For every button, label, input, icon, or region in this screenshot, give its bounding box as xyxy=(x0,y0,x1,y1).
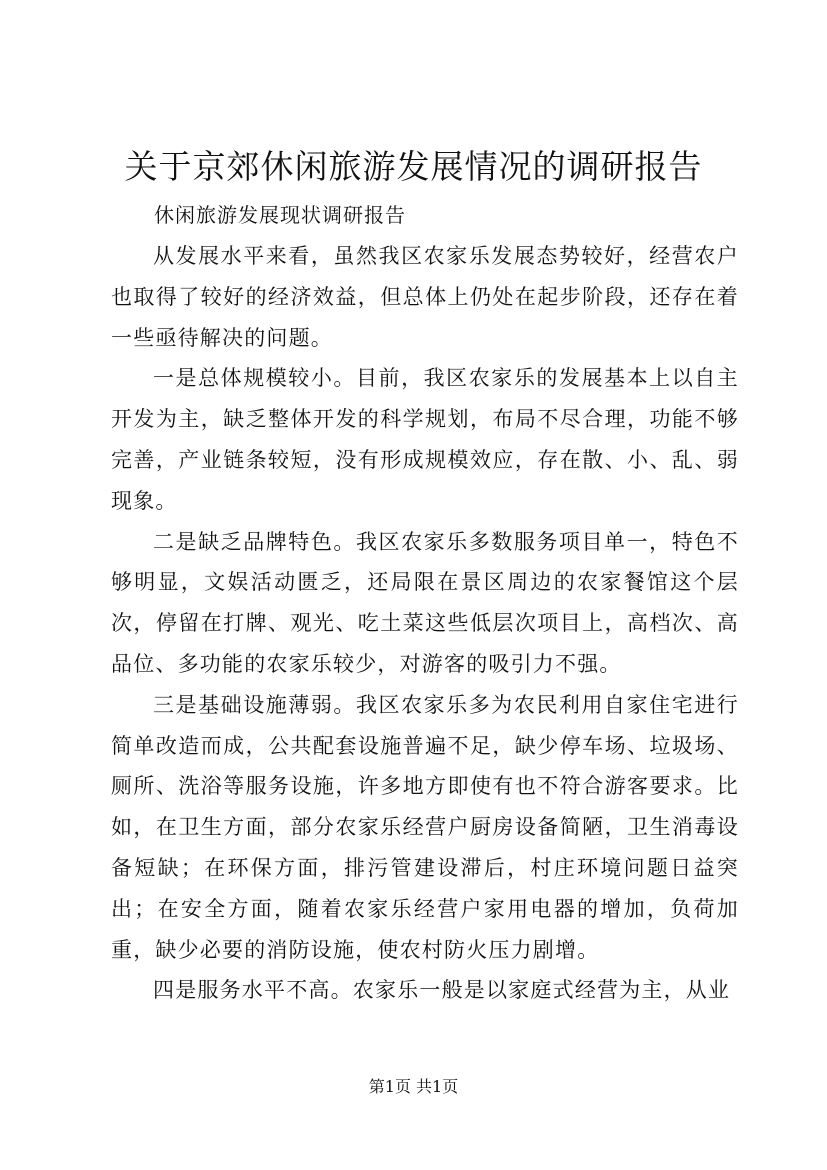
paragraph: 一是总体规模较小。目前，我区农家乐的发展基本上以自主开发为主，缺乏整体开发的科学规划，布局不尽合理，功能不够完善，产业链条较短，没有形成规模效应，存在散、小、乱、弱现象。 xyxy=(111,366,739,513)
paragraph: 四是服务水平不高。农家乐一般是以家庭式经营为主，从业 xyxy=(153,978,731,1003)
paragraph: 二是缺乏品牌特色。我区农家乐多数服务项目单一，特色不够明显，文娱活动匮乏，还局限在景区周边的农家餐馆这个层次，停留在打牌、观光、吃土菜这些低层次项目上，高档次、高品位、多功能的农家乐较少，对游客的吸引力不强。 xyxy=(111,529,739,676)
document-body xyxy=(111,236,739,1011)
document-title: 关于京郊休闲旅游发展情况的调研报告 xyxy=(124,147,703,186)
paragraph: 从发展水平来看，虽然我区农家乐发展态势较好，经营农户也取得了较好的经济效益，但总体上仍处在起步阶段，还存在着一些亟待解决的问题。 xyxy=(111,244,739,350)
document-subtitle: 休闲旅游发展现状调研报告 xyxy=(154,203,406,227)
page-footer: 第1页 共1页 xyxy=(368,1077,459,1096)
paragraph: 三是基础设施薄弱。我区农家乐多为农民利用自家住宅进行简单改造而成，公共配套设施普遍不足，缺少停车场、垃圾场、厕所、洗浴等服务设施，许多地方即使有也不符合游客要求。比如，在卫生方面，部分农家乐经营户厨房设备简陋，卫生消毒设备短缺；在环保方面，排污管建设滞后，村庄环境问题日益突出；在安全方面，随着农家乐经营户家用电器的增加，负荷加重，缺少必要的消防设施，使农村防火压力剧增。 xyxy=(111,692,739,962)
